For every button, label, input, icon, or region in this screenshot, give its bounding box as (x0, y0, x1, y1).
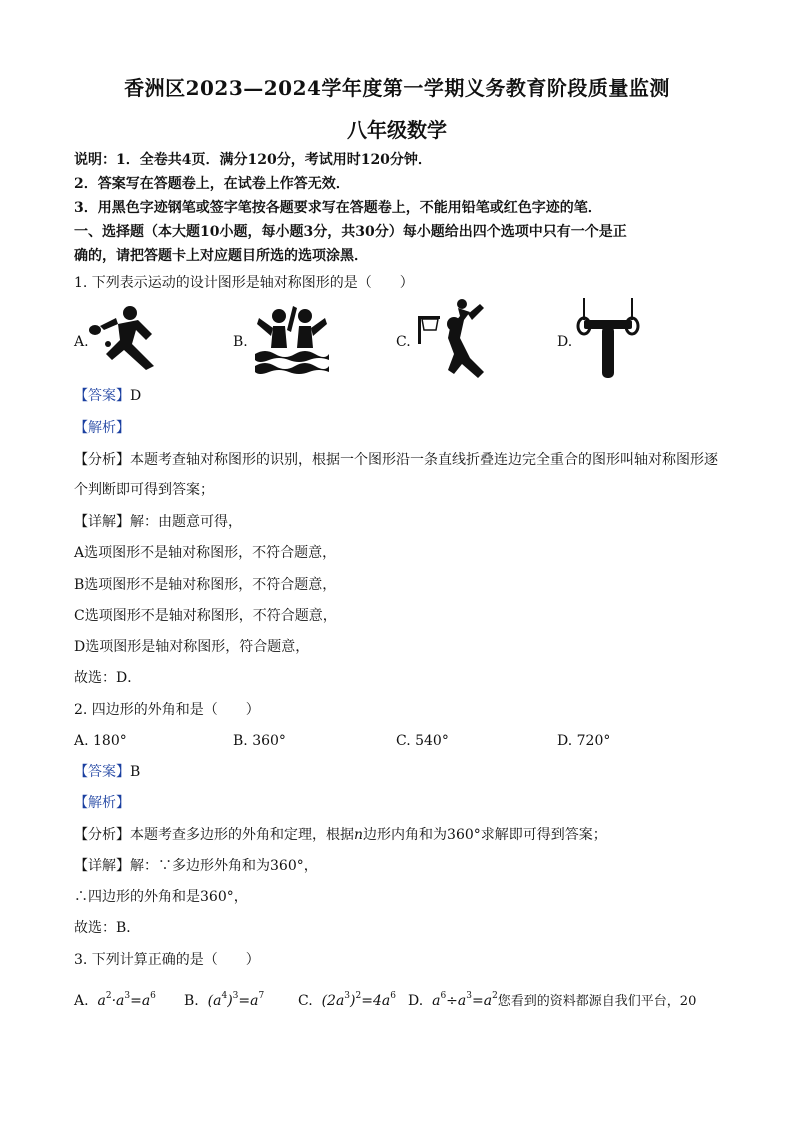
q1-line-b: B选项图形不是轴对称图形，不符合题意， (74, 577, 337, 593)
note-3: 3．用黑色字迹钢笔或签字笔按各题要求写在答题卷上，不能用铅笔或红色字迹的笔． (74, 200, 602, 216)
q2-option-d: D. 720° (557, 733, 611, 749)
q1-stem: 1. 下列表示运动的设计图形是轴对称图形的是（ ） (74, 275, 414, 291)
q3-option-a: A. $a^2\cdot a^3=a^6$ (74, 991, 156, 1009)
q1-line-a: A选项图形不是轴对称图形，不符合题意， (74, 545, 337, 561)
q1-option-c-label: C. (396, 334, 411, 350)
q1-detail: 【详解】解：由题意可得， (74, 514, 242, 530)
q3-option-d: D. $a^6\div a^3=a^2$您看到的资料都源自我们平台，20 (408, 991, 697, 1009)
note-2: 2．答案写在答题卷上，在试卷上作答无效． (74, 176, 350, 192)
q2-detail: 【详解】解：∵多边形外角和为360°， (74, 858, 318, 874)
section-heading-line2: 确的，请把答题卡上对应题目所选的选项涂黑． (74, 248, 368, 264)
q1-fenxi-line2: 个判断即可得到答案； (74, 482, 214, 498)
q3-stem: 3. 下列计算正确的是（ ） (74, 952, 260, 968)
q2-option-a: A. 180° (74, 733, 127, 749)
q1-fenxi-line1: 【分析】本题考查轴对称图形的识别，根据一个图形沿一条直线折叠连边完全重合的图形叫轴对称图形逐 (74, 452, 718, 468)
q1-option-d-label: D. (557, 334, 573, 350)
q2-option-c: C. 540° (396, 733, 449, 749)
q2-answer: 【答案】B (74, 764, 141, 780)
q1-option-b-label: B. (233, 334, 248, 350)
basketball-icon (414, 298, 492, 380)
q1-line-c: C选项图形不是轴对称图形，不符合题意， (74, 608, 337, 624)
page-title: 香洲区2023—2024学年度第一学期义务教育阶段质量监测 (124, 76, 670, 100)
synchronized-swimming-icon (253, 300, 329, 376)
page-subtitle: 八年级数学 (347, 118, 447, 142)
q2-fenxi: 【分析】本题考查多边形的外角和定理，根据n边形内角和为360°求解即可得到答案； (74, 827, 607, 843)
q1-answer: 【答案】D (74, 388, 142, 404)
note-1: 说明：1．全卷共4页．满分120分，考试用时120分钟． (74, 152, 432, 168)
q2-line-1: ∴四边形的外角和是360°， (74, 889, 248, 905)
q2-analysis-tag: 【解析】 (74, 795, 130, 811)
q3-option-c: C. $(2a^3)^2=4a^6$ (298, 991, 396, 1009)
q2-option-b: B. 360° (233, 733, 286, 749)
table-tennis-icon (88, 300, 180, 372)
section-heading-line1: 一、选择题（本大题10小题，每小题3分，共30分）每小题给出四个选项中只有一个是正 (74, 224, 627, 240)
q1-analysis-tag: 【解析】 (74, 420, 130, 436)
q1-conclusion: 故选：D． (74, 670, 142, 686)
q1-line-d: D选项图形是轴对称图形，符合题意， (74, 639, 310, 655)
q3-option-b: B. $(a^4)^3=a^7$ (184, 991, 265, 1009)
q2-stem: 2. 四边形的外角和是（ ） (74, 702, 260, 718)
q1-option-a-label: A. (74, 334, 89, 350)
q2-conclusion: 故选：B． (74, 920, 141, 936)
gymnastics-rings-icon (576, 296, 640, 382)
